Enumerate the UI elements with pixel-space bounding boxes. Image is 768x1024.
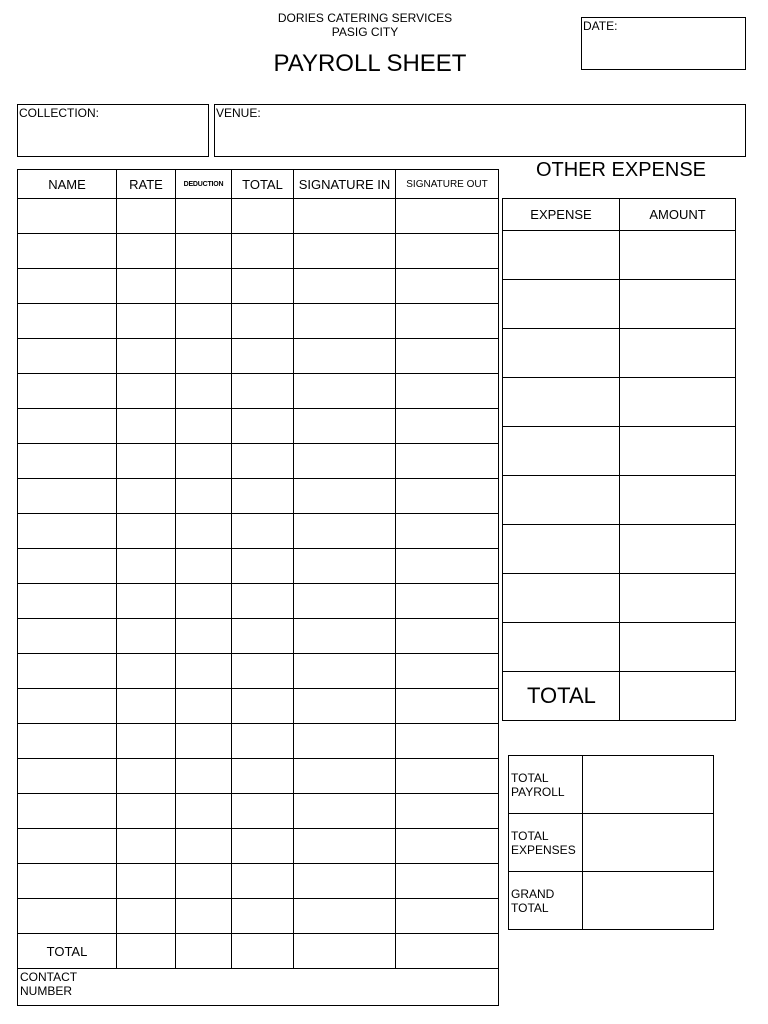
table-cell[interactable]: [294, 689, 396, 724]
table-cell[interactable]: [117, 654, 176, 689]
table-row: [18, 409, 499, 444]
table-row: [18, 864, 499, 899]
table-cell[interactable]: [117, 829, 176, 864]
table-cell[interactable]: [232, 444, 294, 479]
expense-cell[interactable]: [620, 427, 736, 476]
column-header-rate: RATE: [117, 170, 176, 199]
table-cell[interactable]: [396, 269, 499, 304]
table-cell[interactable]: [117, 409, 176, 444]
table-cell[interactable]: [232, 514, 294, 549]
company-name: DORIES CATERING SERVICES: [277, 11, 453, 25]
total-payroll-label: TOTAL PAYROLL: [509, 756, 583, 814]
expense-row: [503, 623, 736, 672]
table-cell[interactable]: [18, 549, 117, 584]
payroll-body: [18, 199, 499, 934]
table-cell[interactable]: [396, 584, 499, 619]
table-cell[interactable]: [176, 724, 232, 759]
table-row: [18, 339, 499, 374]
date-label: DATE:: [583, 19, 618, 33]
table-cell[interactable]: [232, 829, 294, 864]
table-cell[interactable]: [396, 899, 499, 934]
table-row: [18, 304, 499, 339]
expense-body: [503, 231, 736, 672]
expense-cell[interactable]: [620, 231, 736, 280]
summary-table: [508, 755, 714, 930]
summary-row-total-expenses: [509, 814, 714, 872]
table-cell[interactable]: [176, 479, 232, 514]
table-cell[interactable]: [176, 269, 232, 304]
table-cell[interactable]: [396, 339, 499, 374]
table-cell[interactable]: [396, 864, 499, 899]
expense-total-label: TOTAL: [503, 672, 620, 721]
table-cell[interactable]: [176, 199, 232, 234]
table-cell[interactable]: [396, 374, 499, 409]
page-title: PAYROLL SHEET: [273, 50, 467, 77]
table-cell[interactable]: [117, 304, 176, 339]
payroll-total-row: [18, 934, 499, 969]
table-cell[interactable]: [117, 794, 176, 829]
expense-row: [503, 525, 736, 574]
expense-row: [503, 427, 736, 476]
company-city: PASIG CITY: [331, 25, 399, 39]
table-cell[interactable]: [294, 619, 396, 654]
expense-cell[interactable]: [503, 427, 620, 476]
table-cell[interactable]: [18, 724, 117, 759]
table-cell[interactable]: [232, 479, 294, 514]
table-cell[interactable]: [232, 549, 294, 584]
table-cell[interactable]: [18, 794, 117, 829]
table-cell[interactable]: [117, 864, 176, 899]
expense-cell[interactable]: [503, 574, 620, 623]
table-cell[interactable]: [232, 409, 294, 444]
table-row: [18, 654, 499, 689]
table-cell[interactable]: [117, 514, 176, 549]
table-cell[interactable]: [18, 654, 117, 689]
table-cell[interactable]: [396, 619, 499, 654]
table-cell[interactable]: [18, 304, 117, 339]
table-cell[interactable]: [18, 514, 117, 549]
table-cell[interactable]: [232, 759, 294, 794]
table-cell[interactable]: [294, 584, 396, 619]
table-cell[interactable]: [176, 654, 232, 689]
expense-cell[interactable]: [503, 329, 620, 378]
table-cell[interactable]: [18, 759, 117, 794]
payroll-total-cell[interactable]: [294, 934, 396, 969]
table-cell[interactable]: [232, 619, 294, 654]
table-cell[interactable]: [18, 269, 117, 304]
table-cell[interactable]: [176, 444, 232, 479]
table-cell[interactable]: [294, 549, 396, 584]
column-header-signature-in: SIGNATURE IN: [294, 170, 396, 199]
table-cell[interactable]: [18, 899, 117, 934]
table-cell[interactable]: [232, 339, 294, 374]
column-header-deduction: DEDUCTION: [176, 170, 232, 199]
table-cell[interactable]: [117, 199, 176, 234]
table-cell[interactable]: [18, 584, 117, 619]
payroll-total-cell[interactable]: [396, 934, 499, 969]
table-cell[interactable]: [176, 514, 232, 549]
table-cell[interactable]: [176, 409, 232, 444]
table-cell[interactable]: [396, 444, 499, 479]
column-header-total: TOTAL: [232, 170, 294, 199]
expense-row: [503, 329, 736, 378]
grand-total-value[interactable]: [583, 872, 714, 930]
date-field[interactable]: [581, 17, 746, 70]
column-header-expense: EXPENSE: [503, 199, 620, 231]
table-cell[interactable]: [176, 304, 232, 339]
table-row: [18, 479, 499, 514]
collection-field[interactable]: [17, 104, 209, 157]
expense-cell[interactable]: [620, 574, 736, 623]
table-cell[interactable]: [117, 759, 176, 794]
table-row: [18, 269, 499, 304]
table-row: [18, 549, 499, 584]
table-cell[interactable]: [294, 269, 396, 304]
table-cell[interactable]: [294, 899, 396, 934]
table-cell[interactable]: [396, 689, 499, 724]
table-cell[interactable]: [294, 409, 396, 444]
expense-row: [503, 476, 736, 525]
grand-total-label: GRAND TOTAL: [509, 872, 583, 930]
column-header-name: NAME: [18, 170, 117, 199]
table-cell[interactable]: [396, 794, 499, 829]
table-cell[interactable]: [396, 409, 499, 444]
table-cell[interactable]: [117, 899, 176, 934]
table-cell[interactable]: [176, 374, 232, 409]
table-cell[interactable]: [232, 374, 294, 409]
expense-row: [503, 280, 736, 329]
expense-cell[interactable]: [620, 329, 736, 378]
summary-row-total-payroll: [509, 756, 714, 814]
table-row: [18, 899, 499, 934]
table-row: [18, 374, 499, 409]
table-cell[interactable]: [176, 794, 232, 829]
expense-total-amount[interactable]: [620, 672, 736, 721]
table-cell[interactable]: [294, 444, 396, 479]
table-cell[interactable]: [294, 514, 396, 549]
table-cell[interactable]: [117, 724, 176, 759]
payroll-total-cell[interactable]: [232, 934, 294, 969]
table-row: [18, 724, 499, 759]
column-header-signature-out: SIGNATURE OUT: [396, 170, 499, 199]
table-cell[interactable]: [117, 234, 176, 269]
other-expense-title: OTHER EXPENSE: [535, 159, 707, 181]
table-cell[interactable]: [232, 199, 294, 234]
table-cell[interactable]: [176, 864, 232, 899]
table-cell[interactable]: [232, 654, 294, 689]
table-cell[interactable]: [176, 549, 232, 584]
table-cell[interactable]: [18, 444, 117, 479]
table-cell[interactable]: [396, 724, 499, 759]
table-cell[interactable]: [18, 864, 117, 899]
table-cell[interactable]: [294, 794, 396, 829]
table-cell[interactable]: [176, 234, 232, 269]
expense-cell[interactable]: [620, 476, 736, 525]
expense-total-row: [503, 672, 736, 721]
expense-row: [503, 231, 736, 280]
table-cell[interactable]: [117, 584, 176, 619]
expense-row: [503, 574, 736, 623]
payroll-table: [17, 169, 499, 1006]
table-cell[interactable]: [294, 304, 396, 339]
table-cell[interactable]: [396, 759, 499, 794]
summary-row-grand-total: [509, 872, 714, 930]
expense-cell[interactable]: [503, 525, 620, 574]
expense-row: [503, 378, 736, 427]
contact-number-field[interactable]: [18, 969, 499, 1006]
table-cell[interactable]: [396, 514, 499, 549]
table-cell[interactable]: [294, 339, 396, 374]
total-expenses-value[interactable]: [583, 814, 714, 872]
table-row: [18, 829, 499, 864]
table-cell[interactable]: [176, 899, 232, 934]
table-cell[interactable]: [176, 619, 232, 654]
table-cell[interactable]: [396, 549, 499, 584]
table-row: [18, 794, 499, 829]
table-cell[interactable]: [117, 444, 176, 479]
table-cell[interactable]: [294, 864, 396, 899]
other-expense-table: [502, 198, 736, 721]
table-cell[interactable]: [176, 689, 232, 724]
expense-cell[interactable]: [620, 525, 736, 574]
table-cell[interactable]: [18, 479, 117, 514]
payroll-header-row: [18, 170, 499, 199]
expense-cell[interactable]: [503, 378, 620, 427]
column-header-amount: AMOUNT: [620, 199, 736, 231]
contact-number-label: CONTACT NUMBER: [20, 970, 77, 998]
payroll-total-label: TOTAL: [18, 934, 117, 969]
total-expenses-label: TOTAL EXPENSES: [509, 814, 583, 872]
table-cell[interactable]: [232, 899, 294, 934]
table-cell[interactable]: [18, 409, 117, 444]
collection-label: COLLECTION:: [19, 106, 100, 120]
table-cell[interactable]: [117, 269, 176, 304]
table-cell[interactable]: [18, 829, 117, 864]
table-cell[interactable]: [117, 479, 176, 514]
table-cell[interactable]: [232, 864, 294, 899]
table-cell[interactable]: [294, 829, 396, 864]
table-cell[interactable]: [232, 724, 294, 759]
expense-cell[interactable]: [620, 280, 736, 329]
contact-number-row: [18, 969, 499, 1006]
table-cell[interactable]: [396, 304, 499, 339]
table-cell[interactable]: [396, 234, 499, 269]
table-cell[interactable]: [117, 549, 176, 584]
table-row: [18, 199, 499, 234]
table-cell[interactable]: [176, 829, 232, 864]
table-cell[interactable]: [18, 339, 117, 374]
payroll-total-cell[interactable]: [117, 934, 176, 969]
table-cell[interactable]: [117, 619, 176, 654]
table-cell[interactable]: [294, 199, 396, 234]
table-cell[interactable]: [396, 654, 499, 689]
table-cell[interactable]: [294, 374, 396, 409]
table-cell[interactable]: [18, 234, 117, 269]
table-row: [18, 759, 499, 794]
table-cell[interactable]: [396, 479, 499, 514]
table-cell[interactable]: [176, 759, 232, 794]
table-cell[interactable]: [117, 339, 176, 374]
table-cell[interactable]: [294, 479, 396, 514]
table-row: [18, 234, 499, 269]
table-cell[interactable]: [294, 724, 396, 759]
venue-label: VENUE:: [216, 106, 261, 120]
table-cell[interactable]: [176, 339, 232, 374]
table-cell[interactable]: [117, 689, 176, 724]
table-row: [18, 584, 499, 619]
table-cell[interactable]: [117, 374, 176, 409]
table-cell[interactable]: [18, 374, 117, 409]
expense-cell[interactable]: [503, 623, 620, 672]
table-cell[interactable]: [294, 654, 396, 689]
table-cell[interactable]: [294, 234, 396, 269]
table-cell[interactable]: [396, 199, 499, 234]
expense-cell[interactable]: [620, 378, 736, 427]
expense-header-row: [503, 199, 736, 231]
venue-field[interactable]: [214, 104, 746, 157]
expense-cell[interactable]: [503, 280, 620, 329]
table-cell[interactable]: [396, 829, 499, 864]
table-cell[interactable]: [176, 584, 232, 619]
table-row: [18, 444, 499, 479]
expense-cell[interactable]: [503, 231, 620, 280]
table-cell[interactable]: [18, 619, 117, 654]
table-row: [18, 514, 499, 549]
table-cell[interactable]: [232, 234, 294, 269]
total-payroll-value[interactable]: [583, 756, 714, 814]
table-cell[interactable]: [232, 689, 294, 724]
table-cell[interactable]: [294, 759, 396, 794]
payroll-total-cell[interactable]: [176, 934, 232, 969]
table-cell[interactable]: [18, 199, 117, 234]
table-cell[interactable]: [232, 794, 294, 829]
expense-cell[interactable]: [503, 476, 620, 525]
table-row: [18, 689, 499, 724]
table-cell[interactable]: [18, 689, 117, 724]
table-row: [18, 619, 499, 654]
table-cell[interactable]: [232, 584, 294, 619]
table-cell[interactable]: [232, 304, 294, 339]
table-cell[interactable]: [232, 269, 294, 304]
expense-cell[interactable]: [620, 623, 736, 672]
